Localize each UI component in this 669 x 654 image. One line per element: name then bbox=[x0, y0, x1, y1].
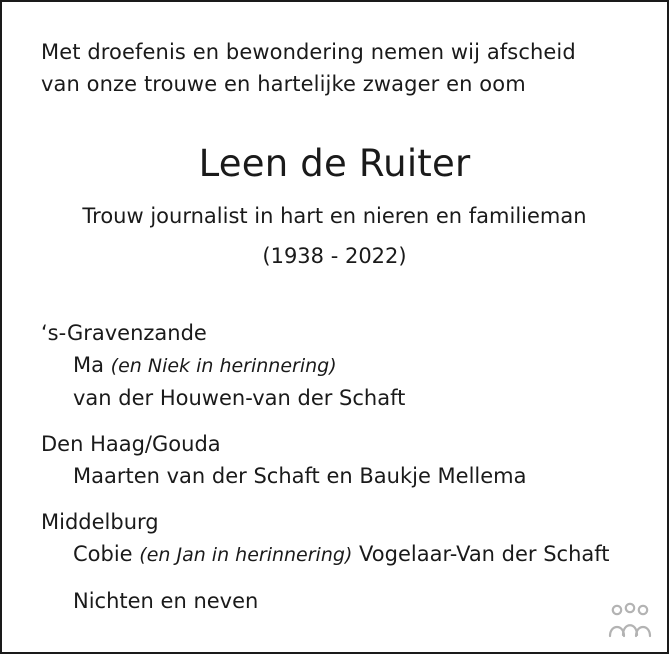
member-text-after: Vogelaar-Van der Schaft bbox=[352, 542, 610, 566]
family-place: ‘s-Gravenzande bbox=[41, 321, 207, 345]
member-text: van der Houwen-van der Schaft bbox=[73, 386, 406, 410]
family-place: Middelburg bbox=[41, 510, 159, 534]
family-member bbox=[41, 349, 610, 382]
deceased-years: (1938 - 2022) bbox=[262, 244, 407, 268]
deceased-name: Leen de Ruiter bbox=[198, 142, 471, 185]
intro-line-2: van onze trouwe en hartelijke zwager en oom bbox=[41, 72, 526, 96]
intro-text bbox=[41, 36, 576, 100]
family-list bbox=[41, 317, 610, 617]
deceased-description: Trouw journalist in hart en nieren en familieman bbox=[82, 204, 587, 228]
family-group bbox=[41, 506, 610, 571]
closing-line: Nichten en neven bbox=[73, 589, 259, 613]
member-text: Cobie bbox=[73, 542, 140, 566]
family-member bbox=[41, 460, 610, 492]
family-group bbox=[41, 428, 610, 492]
people-group-icon bbox=[605, 602, 655, 640]
member-note: (en Jan in herinnering) bbox=[139, 544, 353, 566]
intro-line-1: Met droefenis en bewondering nemen wij afscheid bbox=[41, 40, 576, 64]
member-note: (en Niek in herinnering) bbox=[110, 355, 337, 377]
family-member bbox=[41, 538, 610, 571]
family-group bbox=[41, 317, 610, 414]
member-text: Maarten van der Schaft en Baukje Mellema bbox=[73, 464, 527, 488]
member-text: Ma bbox=[73, 353, 111, 377]
family-place: Den Haag/Gouda bbox=[41, 432, 221, 456]
family-member bbox=[41, 382, 610, 414]
